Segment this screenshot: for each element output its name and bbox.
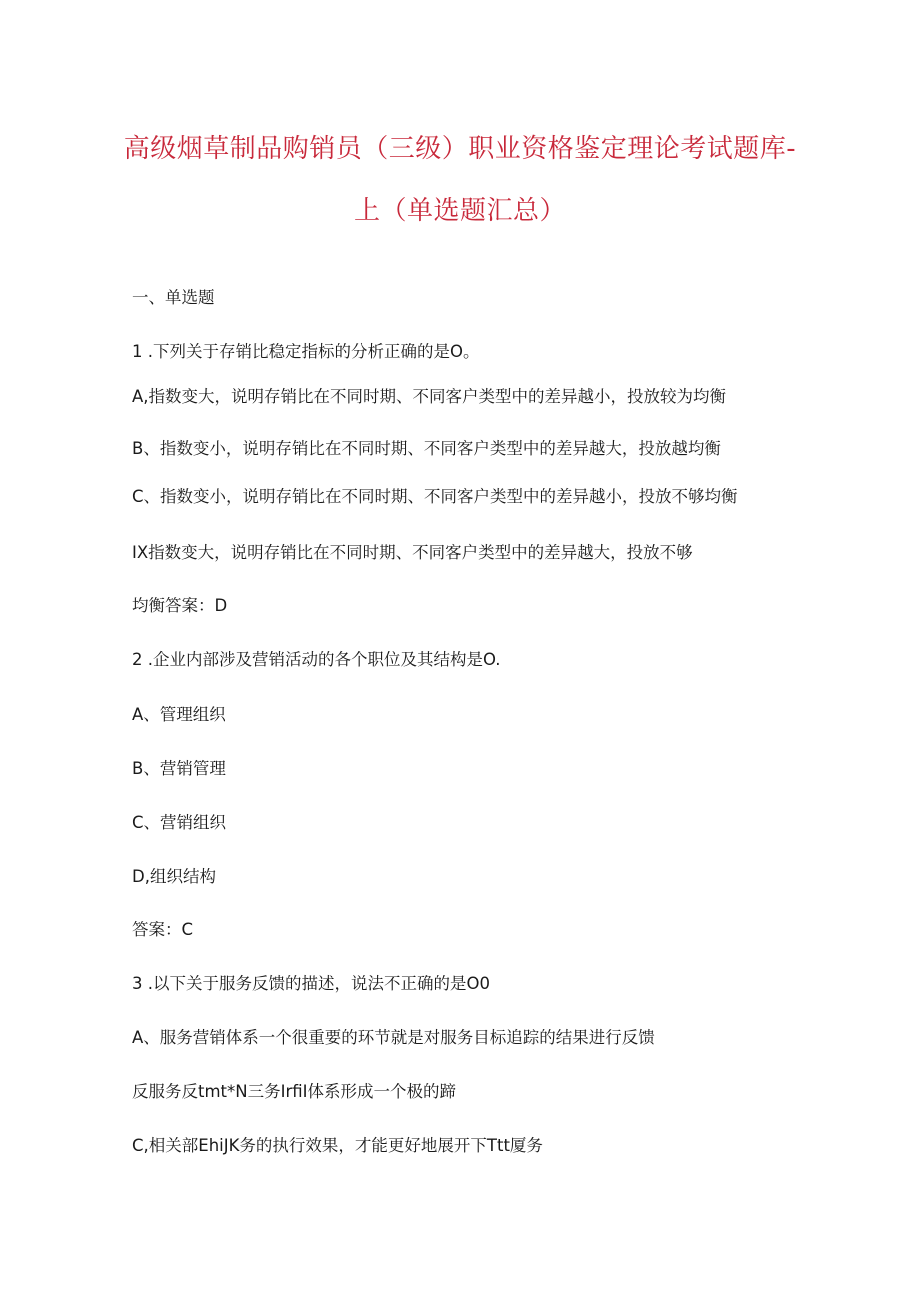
question-3-stem: 3 .以下关于服务反馈的描述，说法不正确的是O0 xyxy=(132,974,490,993)
question-3-option-a: A、服务营销体系一个很重要的环节就是对服务目标追踪的结果进行反馈 xyxy=(132,1028,655,1047)
question-1-answer: 均衡答案：D xyxy=(132,596,228,615)
question-2-stem: 2 .企业内部涉及营销活动的各个职位及其结构是O. xyxy=(132,650,501,669)
question-3-option-c: C,相关部EhiJK务的执行效果，才能更好地展开下Ttt厦务 xyxy=(132,1136,543,1155)
question-1-option-b: B、指数变小，说明存销比在不同时期、不同客户类型中的差异越大，投放越均衡 xyxy=(132,439,721,458)
section-heading: 一、单选题 xyxy=(132,288,215,307)
question-1-option-d: IX指数变大，说明存销比在不同时期、不同客户类型中的差异越大，投放不够 xyxy=(132,543,693,562)
question-2-answer: 答案：C xyxy=(132,920,194,939)
question-1-stem: 1 .下列关于存销比稳定指标的分析正确的是O。 xyxy=(132,342,480,361)
question-1-option-c: C、指数变小，说明存销比在不同时期、不同客户类型中的差异越小，投放不够均衡 xyxy=(132,487,738,506)
question-2-option-a: A、管理组织 xyxy=(132,705,226,724)
question-2-option-c: C、营销组织 xyxy=(132,813,227,832)
question-2-option-d: D,组织结构 xyxy=(132,867,216,886)
question-2-option-b: B、营销管理 xyxy=(132,759,226,778)
document-title-line-1: 高级烟草制品购销员（三级）职业资格鉴定理论考试题库- xyxy=(123,134,797,164)
document-title-line-2: 上（单选题汇总） xyxy=(353,196,566,226)
question-3-option-b: 反服务反tmt*N三务IrfiI体系形成一个极的蹄 xyxy=(132,1082,457,1101)
question-1-option-a: A,指数变大，说明存销比在不同时期、不同客户类型中的差异越小，投放较为均衡 xyxy=(132,387,727,406)
